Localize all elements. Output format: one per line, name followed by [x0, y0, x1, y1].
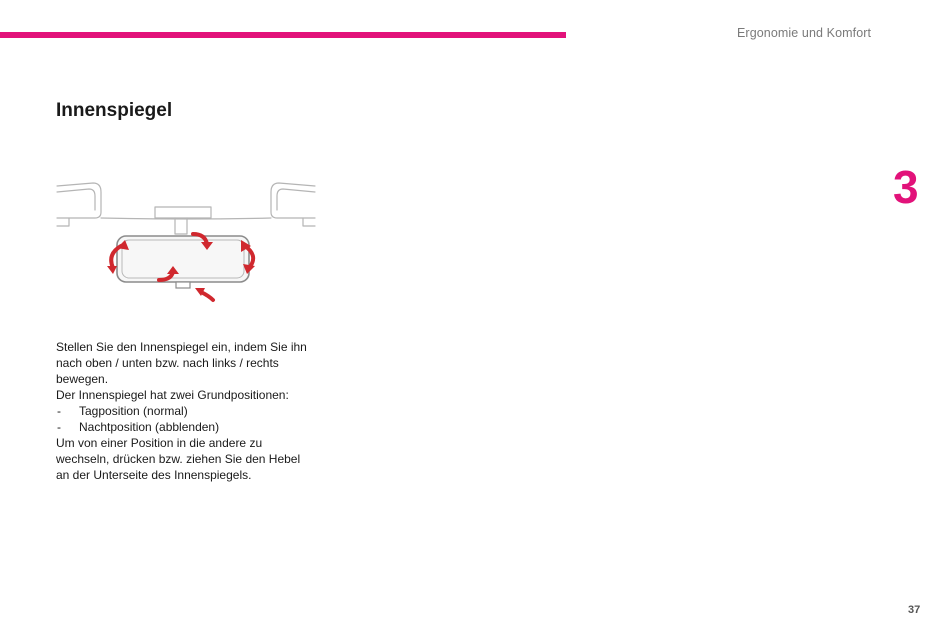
mirror-body [117, 236, 249, 288]
chapter-title: Ergonomie und Komfort [737, 26, 872, 40]
header-accent-bar [0, 32, 566, 38]
windshield-frame-lines [57, 183, 315, 234]
position-label: Nachtposition (abblenden) [79, 420, 220, 434]
list-item [56, 419, 316, 435]
list-item [56, 403, 316, 419]
page-number: 37 [908, 604, 921, 616]
chapter-number: 3 [893, 161, 919, 213]
intro-paragraph: Stellen Sie den Innenspiegel ein, indem Sie ihn nach oben / unten bzw. nach links / rechts bewegen. [56, 340, 307, 386]
list-dash: - [57, 404, 61, 418]
rearview-mirror-adjustment-icon [55, 176, 317, 306]
positions-list [56, 403, 316, 435]
position-label: Tagposition (normal) [79, 404, 188, 418]
positions-intro: Der Innenspiegel hat zwei Grundpositionen: [56, 388, 289, 402]
section-heading: Innenspiegel [56, 100, 173, 121]
lever-arrow [201, 292, 213, 300]
list-dash: - [57, 420, 61, 434]
switch-paragraph: Um von einer Position in die andere zu wechseln, drücken bzw. ziehen Sie den Hebel an der Unterseite des Innenspiegels. [56, 436, 301, 482]
body-text [56, 339, 316, 483]
